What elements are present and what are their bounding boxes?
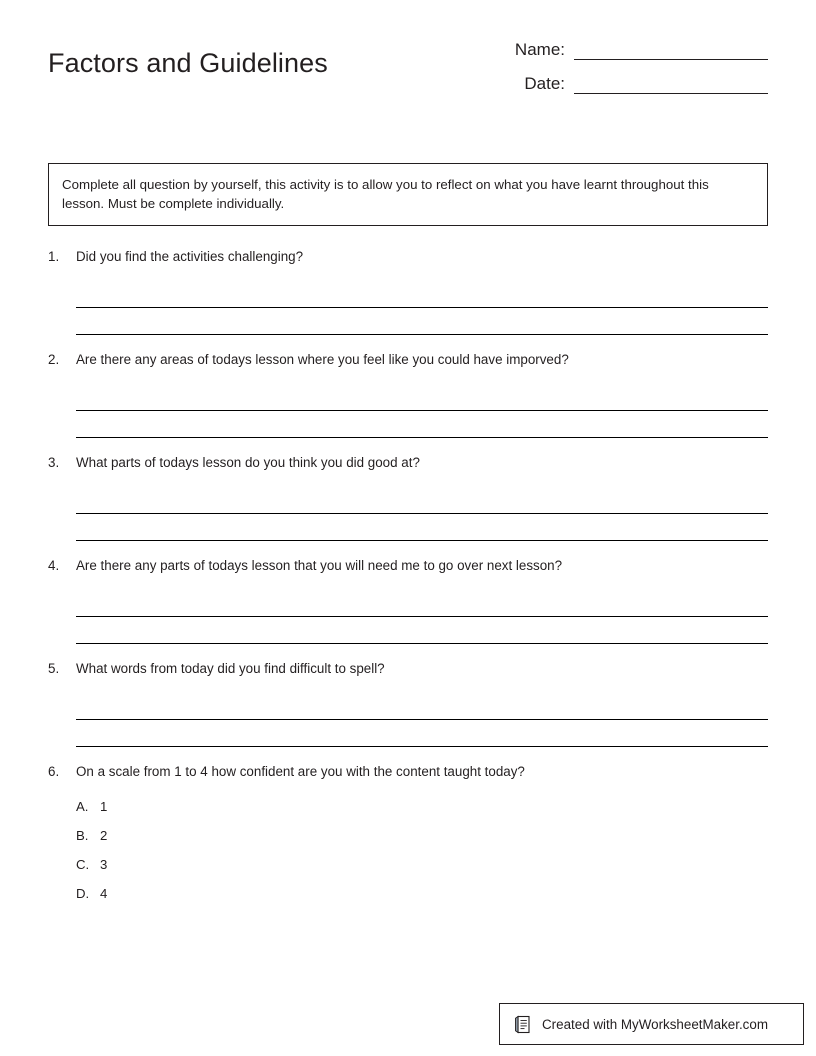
question-number: 5. [48, 661, 60, 676]
date-row [456, 74, 768, 94]
name-label: Name: [514, 40, 565, 59]
answer-lines [76, 486, 768, 541]
choice-text: 1 [100, 799, 108, 814]
answer-line[interactable] [76, 280, 768, 308]
question-number: 3. [48, 455, 60, 470]
answer-line[interactable] [76, 720, 768, 747]
date-label: Date: [524, 74, 565, 93]
question-text: On a scale from 1 to 4 how confident are you with the content taught today? [76, 764, 525, 779]
answer-lines [76, 589, 768, 644]
answer-line[interactable] [76, 486, 768, 514]
worksheet-header [48, 40, 768, 130]
answer-line[interactable] [76, 514, 768, 541]
question-heading [48, 454, 768, 472]
question-number: 6. [48, 764, 60, 779]
question-heading [48, 248, 768, 266]
choice-option[interactable] [76, 885, 768, 902]
questions-list [48, 248, 768, 918]
name-input[interactable] [574, 40, 768, 60]
question-item [48, 557, 768, 644]
question-number: 4. [48, 558, 60, 573]
choice-letter: D. [76, 886, 90, 901]
choices-list [76, 798, 768, 902]
choice-letter: A. [76, 799, 89, 814]
answer-line[interactable] [76, 383, 768, 411]
question-text: Are there any areas of todays lesson where you feel like you could have imporved? [76, 352, 569, 367]
answer-line[interactable] [76, 617, 768, 644]
date-input[interactable] [574, 74, 768, 94]
question-item [48, 248, 768, 335]
question-text: Are there any parts of todays lesson that you will need me to go over next lesson? [76, 558, 563, 573]
instructions-box: Complete all question by yourself, this activity is to allow you to reflect on what you have learnt throughout this lesson. Must be complete individually. [48, 163, 768, 226]
question-text: What parts of todays lesson do you think you did good at? [76, 455, 420, 470]
choice-text: 3 [100, 857, 108, 872]
answer-lines [76, 280, 768, 335]
footer-credit-badge[interactable] [499, 1003, 804, 1045]
answer-lines [76, 383, 768, 438]
question-item [48, 351, 768, 438]
page-title: Factors and Guidelines [48, 48, 328, 78]
choice-option[interactable] [76, 856, 768, 873]
question-item [48, 454, 768, 541]
choice-letter: C. [76, 857, 90, 872]
footer-credit-text: Created with MyWorksheetMaker.com [542, 1016, 768, 1032]
question-item [48, 763, 768, 902]
answer-line[interactable] [76, 308, 768, 335]
question-heading [48, 763, 768, 781]
choice-option[interactable] [76, 827, 768, 844]
answer-line[interactable] [76, 411, 768, 438]
question-number: 1. [48, 249, 60, 264]
answer-line[interactable] [76, 692, 768, 720]
question-text: Did you find the activities challenging? [76, 249, 304, 264]
answer-lines [76, 692, 768, 747]
choice-text: 4 [100, 886, 108, 901]
choice-letter: B. [76, 828, 89, 843]
question-heading [48, 351, 768, 369]
name-date-block [456, 40, 768, 108]
choice-option[interactable] [76, 798, 768, 815]
name-row [456, 40, 768, 60]
choice-text: 2 [100, 828, 108, 843]
question-heading [48, 557, 768, 575]
answer-line[interactable] [76, 589, 768, 617]
question-number: 2. [48, 352, 60, 367]
question-item [48, 660, 768, 747]
question-heading [48, 660, 768, 678]
question-text: What words from today did you find difficult to spell? [76, 661, 385, 676]
worksheet-maker-logo-icon [514, 1015, 533, 1034]
